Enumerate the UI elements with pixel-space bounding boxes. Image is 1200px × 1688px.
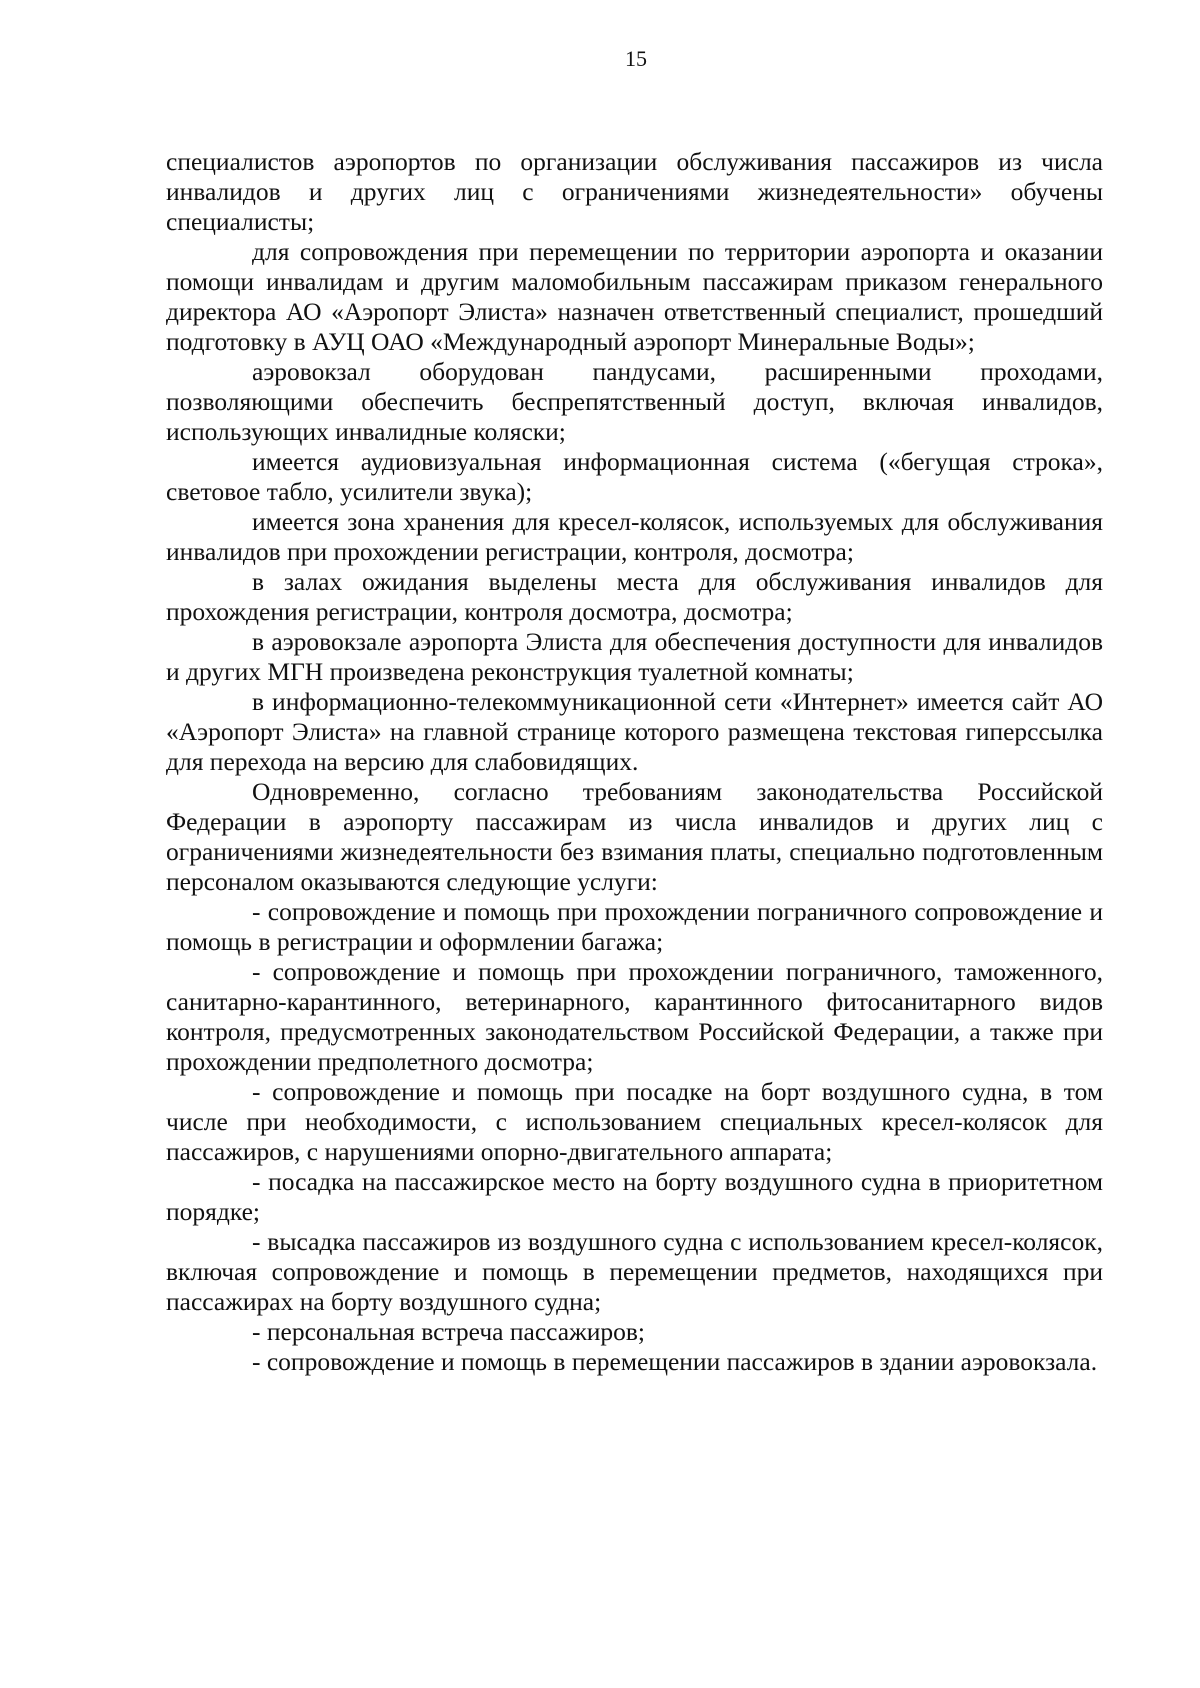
paragraph: в аэровокзале аэропорта Элиста для обеспечения доступности для инвалидов и других МГН произведена реконструкция туалетной комнаты; — [166, 627, 1103, 686]
paragraph: в залах ожидания выделены места для обслуживания инвалидов для прохождения регистрации, контроля досмотра, досмотра; — [166, 567, 1103, 626]
paragraph: для сопровождения при перемещении по территории аэропорта и оказании помощи инвалидам и другим маломобильным пассажирам приказом генерального директора АО «Аэропорт Элиста» назначен ответственный специалист, прошедший подготовку в АУЦ ОАО «Международный аэропорт Минеральные Воды»; — [166, 237, 1103, 356]
list-item: - высадка пассажиров из воздушного судна с использованием кресел-колясок, включая сопровождение и помощь в перемещении предметов, находящихся при пассажирах на борту воздушного судна; — [166, 1227, 1103, 1316]
list-item: - посадка на пассажирское место на борту воздушного судна в приоритетном порядке; — [166, 1167, 1103, 1226]
paragraph: аэровокзал оборудован пандусами, расширенными проходами, позволяющими обеспечить беспрепятственный доступ, включая инвалидов, использующих инвалидные коляски; — [166, 357, 1103, 446]
list-item: - сопровождение и помощь в перемещении пассажиров в здании аэровокзала. — [252, 1347, 1098, 1376]
list-item: - сопровождение и помощь при прохождении пограничного, таможенного, санитарно-карантинного, ветеринарного, карантинного фитосанитарного видов контроля, предусмотренных законодательством Российской Федерации, а также при прохождении предполетного досмотра; — [166, 957, 1103, 1076]
page-number: 15 — [625, 46, 647, 71]
paragraph: имеется зона хранения для кресел-колясок, используемых для обслуживания инвалидов при прохождении регистрации, контроля, досмотра; — [166, 507, 1103, 566]
list-item: - персональная встреча пассажиров; — [252, 1317, 645, 1346]
paragraph: Одновременно, согласно требованиям законодательства Российской Федерации в аэропорту пассажирам из числа инвалидов и других лиц с ограничениями жизнедеятельности без взимания платы, специально подготовленным персоналом оказываются следующие услуги: — [166, 777, 1103, 896]
paragraph: специалистов аэропортов по организации обслуживания пассажиров из числа инвалидов и других лиц с ограничениями жизнедеятельности» обучены специалисты; — [166, 147, 1103, 236]
paragraph: имеется аудиовизуальная информационная система («бегущая строка», световое табло, усилители звука); — [166, 447, 1103, 506]
list-item: - сопровождение и помощь при прохождении пограничного сопровождение и помощь в регистрации и оформлении багажа; — [166, 897, 1103, 956]
paragraph: в информационно-телекоммуникационной сети «Интернет» имеется сайт АО «Аэропорт Элиста» на главной странице которого размещена текстовая гиперссылка для перехода на версию для слабовидящих. — [166, 687, 1103, 776]
list-item: - сопровождение и помощь при посадке на борт воздушного судна, в том числе при необходимости, с использованием специальных кресел-колясок для пассажиров, с нарушениями опорно-двигательного аппарата; — [166, 1077, 1103, 1166]
document-body — [166, 147, 1103, 1377]
